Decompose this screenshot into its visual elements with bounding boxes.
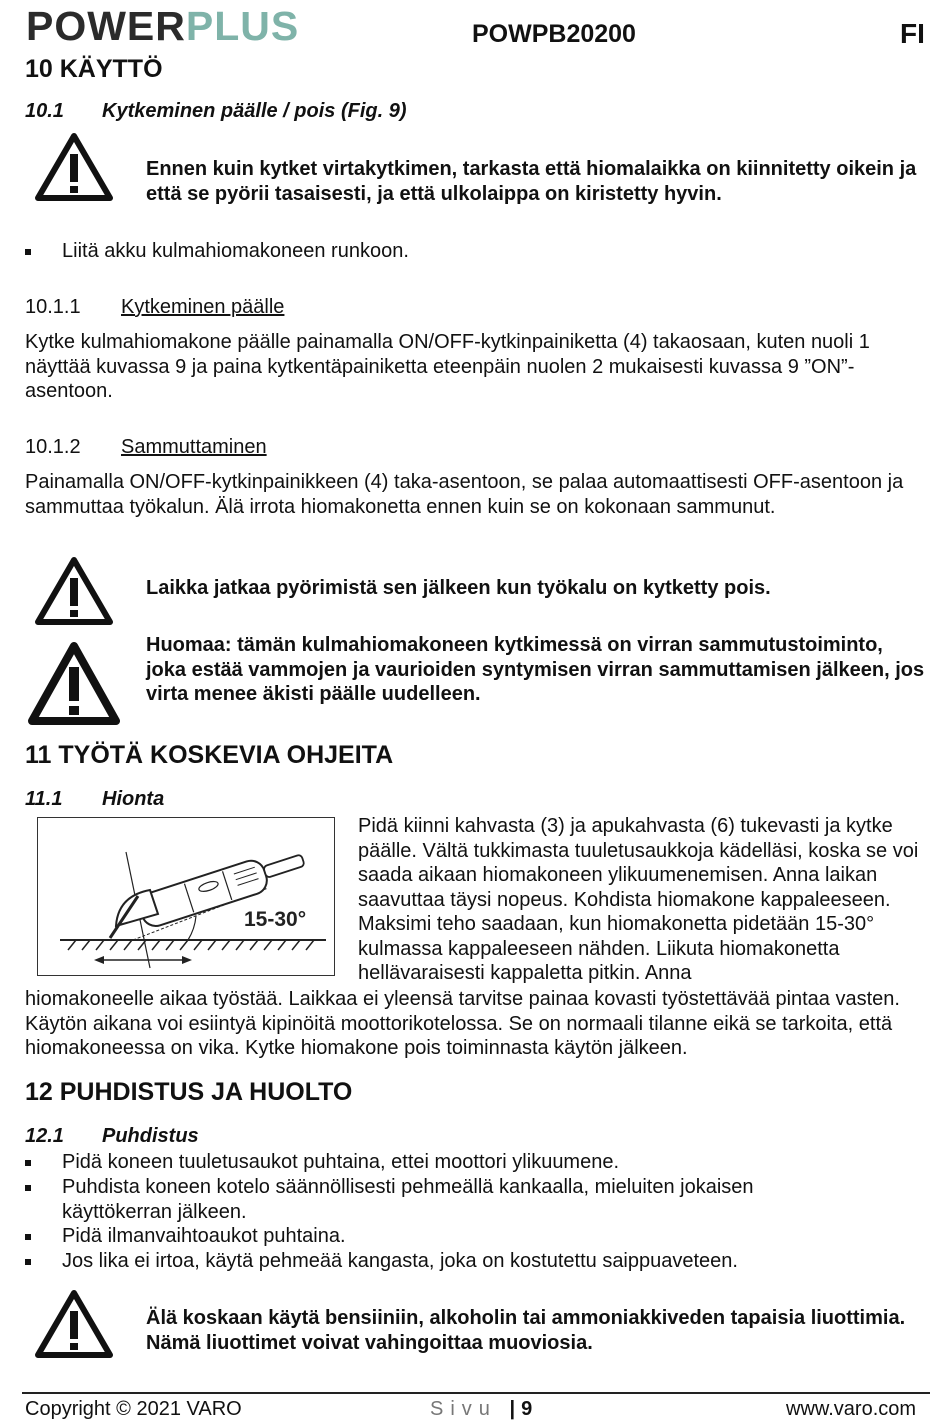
section-10-1-2-title: Sammuttaminen [121,436,267,458]
list-item-text: Pidä koneen tuuletusaukot puhtaina, ettei moottori ylikuumene. [62,1151,620,1173]
list-item-text: Puhdista koneen kotelo säännöllisesti pehmeällä kankaalla, mieluiten jokaisen käyttökerran jälkeen. [62,1176,754,1223]
list-item-text: Pidä ilmanvaihtoaukot puhtaina. [62,1225,346,1247]
footer-page [430,1398,532,1421]
warning-triangle-icon [34,556,114,626]
footer-page-word: Sivu [430,1398,497,1420]
section-10-1-number: 10.1 [25,100,64,122]
list-item-text: Liitä akku kulmahiomakoneen runkoon. [62,240,409,262]
bullet-marker [25,1185,31,1191]
section-12-title: 12 PUHDISTUS JA HUOLTO [25,1078,353,1106]
section-11-1-heading [25,788,165,811]
section-10-title: 10 KÄYTTÖ [25,55,163,83]
section-11-title: 11 TYÖTÄ KOSKEVIA OHJEITA [25,741,394,769]
angle-grinder-illustration [38,818,334,975]
section-10-1-1-number: 10.1.1 [25,296,81,318]
section-12-1-heading [25,1125,199,1148]
paragraph-switch-off: Painamalla ON/OFF-kytkinpainikkeen (4) taka-asentoon, se palaa automaattisesti OFF-asentoon ja sammuttaa työkalun. Älä irrota hiomakonetta ennen kuin se on kokonaan sammunut. [25,471,904,518]
bullet-marker [25,249,31,255]
section-11-1-number: 11.1 [25,788,63,810]
bullet-marker [25,1234,31,1240]
section-10-1-title: Kytkeminen päälle / pois (Fig. 9) [102,100,407,122]
logo-part-plus: PLUS [185,3,300,49]
bullet-marker [25,1160,31,1166]
grinding-angle-figure [37,817,335,976]
section-12-1-number: 12.1 [25,1125,64,1147]
warning-text-3: Huomaa: tämän kulmahiomakoneen kytkimessä on virran sammutustoiminto, joka estää vammojen ja vaurioiden syntymisen virran sammuttamisen jälkeen, jos virta menee äkisti päälle uudelleen. [146,634,925,705]
brand-logo [26,4,299,48]
bullet-marker [25,1259,31,1265]
paragraph-grinding-continued: hiomakoneelle aikaa työstää. Laikkaa ei yleensä tarvitse painaa kovasti työstettävää pintaa vasten. Käytön aikana voi esiintyä kipinöitä moottorikotelossa. Se on normaali tilanne eikä se tarkoita, että hiomakoneessa on vika. Kytke hiomakone pois toiminnasta käytön jälkeen. [25,988,900,1059]
section-12-1-title: Puhdistus [102,1125,199,1147]
logo-part-power: POWER [26,3,186,49]
warning-triangle-icon [27,641,121,727]
warning-triangle-icon [34,132,114,202]
warning-triangle-icon [34,1289,114,1359]
section-10-1-2-heading [25,436,267,459]
footer-page-separator: | [509,1398,516,1420]
angle-label: 15-30° [244,908,307,931]
warning-text-2: Laikka jatkaa pyörimistä sen jälkeen kun työkalu on kytketty pois. [146,577,771,599]
paragraph-grinding-wrapped: Pidä kiinni kahvasta (3) ja apukahvasta (6) tukevasti ja kytke päälle. Vältä tukkimasta tuuletusaukkoja kädelläsi, koska se voi saada aikaan hiomakoneen ylikuumenemisen. Anna laikan saavuttaa täysi nopeus. Kohdista hiomakone kappaleeseen. Maksimi teho saadaan, kun hiomakonetta pidetään 15-30° kulmassa kappaleeseen nähden. Liikuta hiomakonetta hellävaraisesti kappaletta pitkin. Anna [358,815,919,984]
footer-copyright: Copyright © 2021 VARO [25,1398,242,1420]
language-code: FI [900,18,925,49]
footer-url: www.varo.com [786,1398,917,1420]
section-10-1-heading [25,100,407,123]
warning-text-1: Ennen kuin kytket virtakytkimen, tarkasta että hiomalaikka on kiinnitetty oikein ja että se pyörii tasaisesti, ja että ulkolaippa on kiristetty hyvin. [146,158,917,205]
footer-divider [22,1392,930,1394]
list-item-text: Jos lika ei irtoa, käytä pehmeää kangasta, joka on kostutettu saippuaveteen. [62,1250,738,1272]
section-10-1-1-heading [25,296,285,319]
section-10-1-1-title: Kytkeminen päälle [121,296,285,318]
section-11-1-title: Hionta [102,788,165,810]
warning-text-4: Älä koskaan käytä bensiiniin, alkoholin tai ammoniakkiveden tapaisia liuottimia. Nämä liuottimet voivat vahingoittaa muoviosia. [146,1307,906,1354]
paragraph-switch-on: Kytke kulmahiomakone päälle painamalla ON/OFF-kytkinpainiketta (4) takaosaan, kuten nuoli 1 näyttää kuvassa 9 ja paina kytkentäpainiketta eteenpäin nuolen 2 mukaisesti kuvassa 9 ”ON”-asentoon. [25,331,870,402]
footer-page-number: 9 [521,1398,533,1420]
section-10-1-2-number: 10.1.2 [25,436,81,458]
model-number: POWPB20200 [472,20,636,48]
